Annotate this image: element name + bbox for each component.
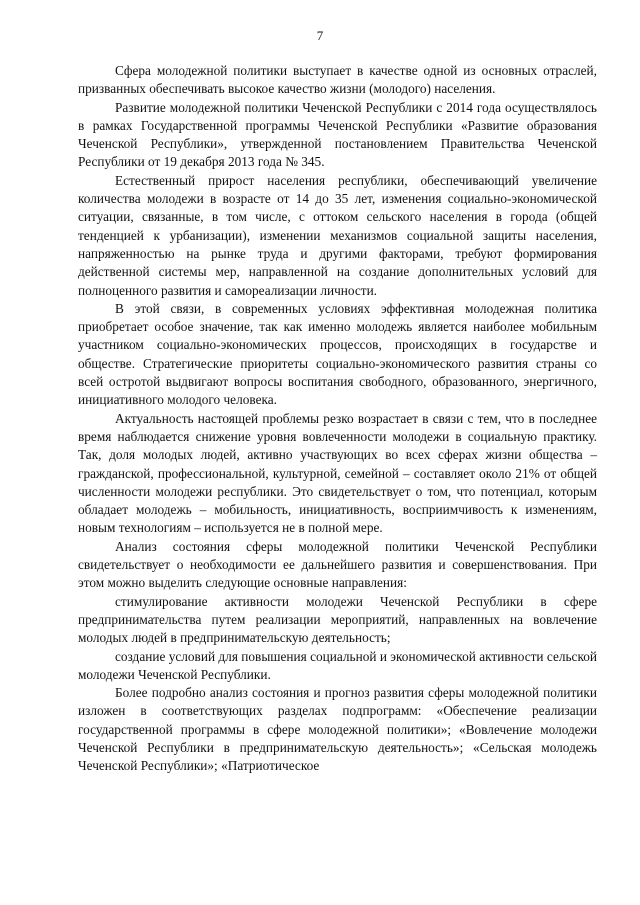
paragraph-direction-rural-youth: создание условий для повышения социальной и экономической активности сельской молодежи Чеченской Республики.	[78, 648, 597, 682]
paragraph-modern-conditions: В этой связи, в современных условиях эффективная молодежная политика приобретает особое значение, так как именно молодежь является наиболее мобильным участником социально-экономических процессов, происходящих в государстве и обществе. Стратегические приоритеты социально-экономического развития страны со всей остротой выдвигают вопросы воспитания свободного, образованного, энергичного, инициативного молодого человека.	[78, 300, 597, 408]
paragraph-direction-entrepreneurship: стимулирование активности молодежи Чеченской Республики в сфере предпринимательства путем реализации мероприятий, направленных на вовлечение молодых людей в предпринимательскую деятельность;	[78, 593, 597, 646]
page-number: 7	[316, 28, 324, 43]
paragraph-problem-relevance: Актуальность настоящей проблемы резко возрастает в связи с тем, что в последнее время наблюдается снижение уровня вовлеченности молодежи в социальную практику. Так, доля молодых людей, активно участвующих во всех сферах жизни общества – гражданской, профессиональной, культурной, семейной – составляет около 21% от общей численности молодежи республики. Это свидетельствует о том, что потенциал, которым обладает молодежь – мобильность, инициативность, восприимчивость к изменениям, новым технологиям – используется не в полной мере.	[78, 410, 597, 536]
paragraph-subprograms: Более подробно анализ состояния и прогноз развития сферы молодежной политики изложен в соответствующих разделах подпрограмм: «Обеспечение реализации государственной программы в сфере молодежной политики»; «Вовлечение молодежи Чеченской Республики в предпринимательскую деятельность»; «Сельская молодежь Чеченской Республики»; «Патриотическое	[78, 685, 597, 774]
document-body	[78, 62, 597, 776]
paragraph-program-history: Развитие молодежной политики Чеченской Республики с 2014 года осуществлялось в рамках Государственной программы Чеченской Республики «Развитие образования Чеченской Республики», утвержденной постановлением Правительства Чеченской Республики от 19 декабря 2013 года № 345.	[78, 99, 597, 170]
paragraph-population-growth: Естественный прирост населения республики, обеспечивающий увеличение количества молодежи в возрасте от 14 до 35 лет, изменения социально-экономической ситуации, связанные, в том числе, с оттоком сельского населения в города (общей тенденцией к урбанизации), изменении механизмов социальной защиты населения, напряженностью на рынке труда и другими факторами, требуют формирования действенной системы мер, направленной на создание дополнительных условий для полноценного развития и самореализации личности.	[78, 172, 597, 298]
paragraph-analysis-directions: Анализ состояния сферы молодежной политики Чеченской Республики свидетельствует о необходимости ее дальнейшего развития и совершенствования. При этом можно выделить следующие основные направления:	[78, 538, 597, 591]
paragraph-youth-policy-sphere: Сфера молодежной политики выступает в качестве одной из основных отраслей, призванных обеспечивать высокое качество жизни (молодого) населения.	[78, 63, 597, 97]
